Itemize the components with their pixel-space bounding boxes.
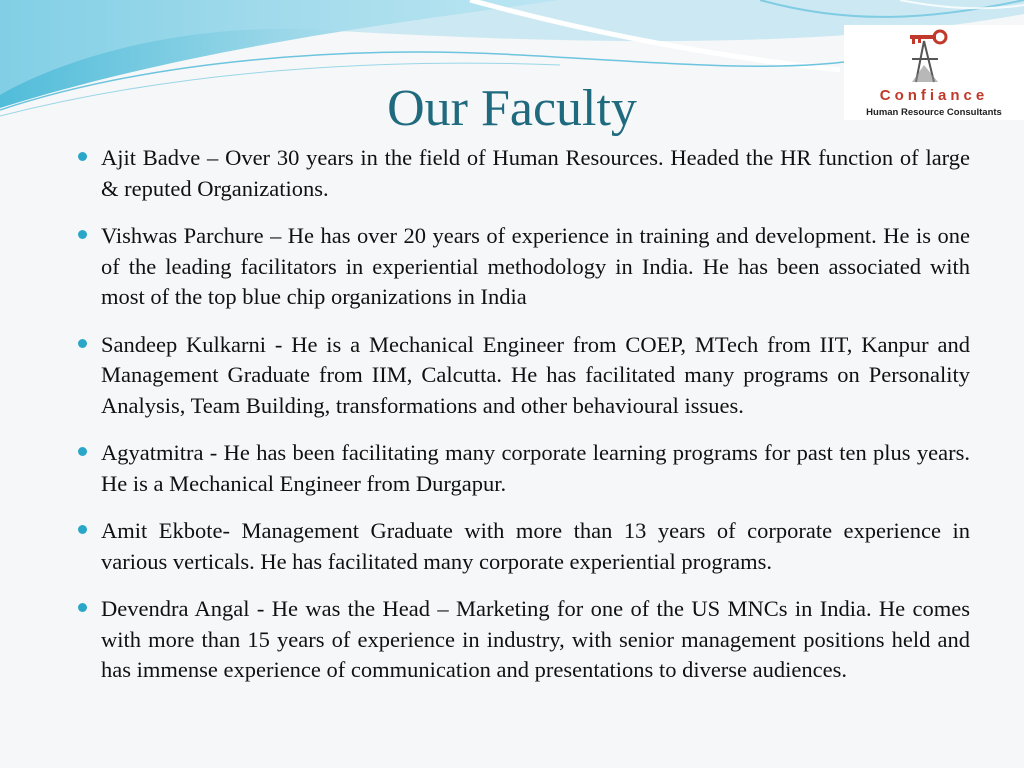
list-item (78, 330, 970, 422)
slide-title: Our Faculty (387, 80, 637, 137)
list-item (78, 438, 970, 499)
list-item-text: Sandeep Kulkarni - He is a Mechanical Engineer from COEP, MTech from IIT, Kanpur and Management Graduate from IIM, Calcutta. He has facilitated many programs on Personality Analysis, Team Building, transformations and other behavioural issues. (101, 331, 970, 418)
bullet-icon (78, 152, 87, 161)
list-item (78, 516, 970, 577)
bullet-icon (78, 525, 87, 534)
bullet-icon (78, 339, 87, 348)
faculty-list (78, 143, 970, 703)
list-item-text: Agyatmitra - He has been facilitating many corporate learning programs for past ten plus years. He is a Mechanical Engineer from Durgapur. (101, 440, 970, 496)
key-figure-icon (894, 27, 974, 87)
logo-name: Confiance (879, 87, 989, 104)
logo-tagline: Human Resource Consultants (866, 107, 1002, 118)
bullet-icon (78, 230, 87, 239)
bullet-icon (78, 603, 87, 612)
list-item-text: Vishwas Parchure – He has over 20 years of experience in training and development. He is one of the leading facilitators in experiential methodology in India. He has been associated with most of the top blue chip organizations in India (101, 223, 970, 309)
list-item (78, 221, 970, 313)
bullet-icon (78, 447, 87, 456)
list-item-text: Amit Ekbote- Management Graduate with more than 13 years of corporate experience in various verticals. He has facilitated many corporate experiential programs. (101, 518, 970, 574)
list-item-text: Devendra Angal - He was the Head – Marketing for one of the US MNCs in India. He comes with more than 15 years of experience in industry, with senior management positions held and has immense experience of communication and presentations to diverse audiences. (101, 596, 970, 682)
list-item (78, 143, 970, 204)
list-item (78, 594, 970, 686)
list-item-text: Ajit Badve – Over 30 years in the field of Human Resources. Headed the HR function of large & reputed Organizations. (101, 145, 970, 201)
